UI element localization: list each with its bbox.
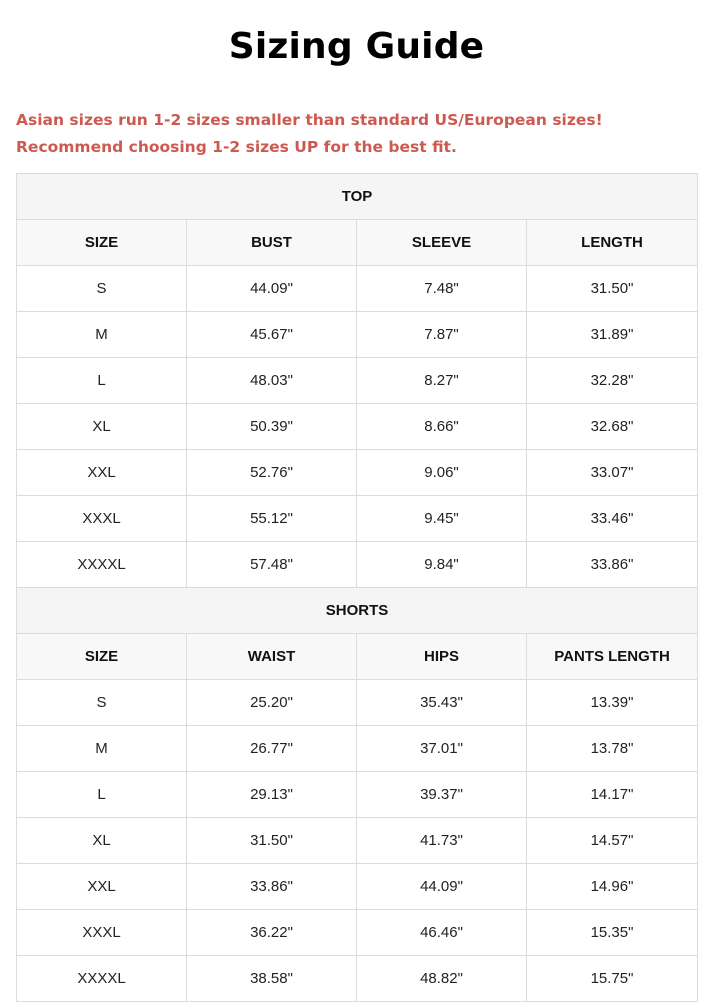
measurement-cell: 15.75": [527, 956, 698, 1002]
measurement-cell: 7.87": [357, 312, 527, 358]
table-row: [17, 772, 698, 818]
measurement-cell: 13.78": [527, 726, 698, 772]
measurement-cell: 14.57": [527, 818, 698, 864]
size-cell: XXL: [17, 864, 187, 910]
measurement-cell: 9.06": [357, 450, 527, 496]
table-row: [17, 496, 698, 542]
measurement-cell: 46.46": [357, 910, 527, 956]
sizing-notice: Asian sizes run 1-2 sizes smaller than standard US/European sizes! Recommend choosing 1-2 sizes UP for the best fit.: [16, 111, 603, 156]
measurement-cell: 13.39": [527, 680, 698, 726]
size-cell: S: [17, 680, 187, 726]
size-cell: L: [17, 772, 187, 818]
measurement-cell: 44.09": [187, 266, 357, 312]
top-section-heading: TOP: [17, 174, 698, 220]
measurement-cell: 50.39": [187, 404, 357, 450]
measurement-cell: 52.76": [187, 450, 357, 496]
sizing-table-body: [17, 174, 698, 1002]
top-section-row: [17, 174, 698, 220]
measurement-cell: 48.82": [357, 956, 527, 1002]
measurement-cell: 9.84": [357, 542, 527, 588]
size-cell: M: [17, 726, 187, 772]
size-cell: XXXXL: [17, 542, 187, 588]
measurement-cell: 31.89": [527, 312, 698, 358]
measurement-cell: 32.68": [527, 404, 698, 450]
measurement-cell: 39.37": [357, 772, 527, 818]
shorts-header-row: [17, 634, 698, 680]
measurement-cell: 7.48": [357, 266, 527, 312]
table-row: [17, 450, 698, 496]
measurement-cell: 45.67": [187, 312, 357, 358]
table-row: [17, 726, 698, 772]
column-header: PANTS LENGTH: [527, 634, 698, 680]
measurement-cell: 41.73": [357, 818, 527, 864]
page-title: Sizing Guide: [228, 26, 485, 67]
column-header: SIZE: [17, 220, 187, 266]
table-row: [17, 542, 698, 588]
measurement-cell: 31.50": [187, 818, 357, 864]
size-cell: M: [17, 312, 187, 358]
size-cell: S: [17, 266, 187, 312]
sizing-table: [16, 173, 698, 1002]
measurement-cell: 26.77": [187, 726, 357, 772]
size-cell: XXXXL: [17, 956, 187, 1002]
measurement-cell: 9.45": [357, 496, 527, 542]
measurement-cell: 15.35": [527, 910, 698, 956]
column-header: WAIST: [187, 634, 357, 680]
column-header: LENGTH: [527, 220, 698, 266]
measurement-cell: 37.01": [357, 726, 527, 772]
size-cell: XL: [17, 404, 187, 450]
measurement-cell: 8.27": [357, 358, 527, 404]
size-cell: XL: [17, 818, 187, 864]
shorts-section-row: [17, 588, 698, 634]
table-row: [17, 956, 698, 1002]
measurement-cell: 25.20": [187, 680, 357, 726]
size-cell: L: [17, 358, 187, 404]
table-row: [17, 818, 698, 864]
measurement-cell: 8.66": [357, 404, 527, 450]
table-row: [17, 680, 698, 726]
measurement-cell: 38.58": [187, 956, 357, 1002]
measurement-cell: 35.43": [357, 680, 527, 726]
size-cell: XXXL: [17, 910, 187, 956]
measurement-cell: 36.22": [187, 910, 357, 956]
measurement-cell: 14.96": [527, 864, 698, 910]
measurement-cell: 32.28": [527, 358, 698, 404]
measurement-cell: 31.50": [527, 266, 698, 312]
measurement-cell: 33.86": [187, 864, 357, 910]
measurement-cell: 57.48": [187, 542, 357, 588]
measurement-cell: 55.12": [187, 496, 357, 542]
measurement-cell: 33.86": [527, 542, 698, 588]
size-cell: XXXL: [17, 496, 187, 542]
table-row: [17, 266, 698, 312]
measurement-cell: 29.13": [187, 772, 357, 818]
table-row: [17, 864, 698, 910]
column-header: SLEEVE: [357, 220, 527, 266]
measurement-cell: 33.46": [527, 496, 698, 542]
column-header: BUST: [187, 220, 357, 266]
size-cell: XXL: [17, 450, 187, 496]
table-row: [17, 404, 698, 450]
shorts-section-heading: SHORTS: [17, 588, 698, 634]
table-row: [17, 910, 698, 956]
measurement-cell: 44.09": [357, 864, 527, 910]
column-header: SIZE: [17, 634, 187, 680]
top-header-row: [17, 220, 698, 266]
table-row: [17, 358, 698, 404]
measurement-cell: 33.07": [527, 450, 698, 496]
measurement-cell: 48.03": [187, 358, 357, 404]
column-header: HIPS: [357, 634, 527, 680]
measurement-cell: 14.17": [527, 772, 698, 818]
table-row: [17, 312, 698, 358]
